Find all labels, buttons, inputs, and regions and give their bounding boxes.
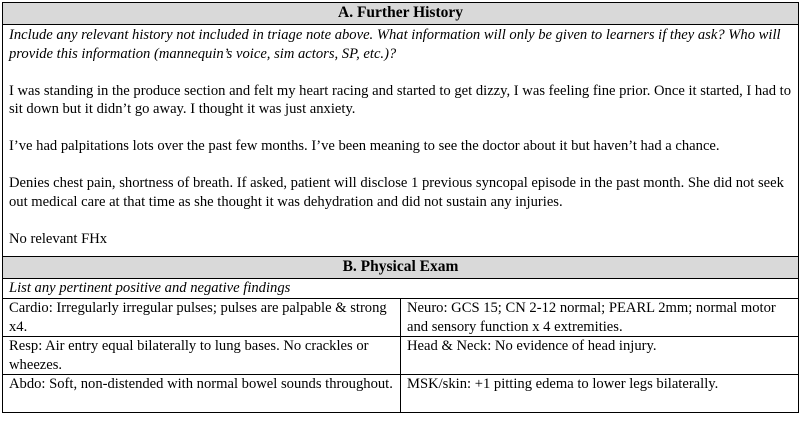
physical-exam-instruction: List any pertinent positive and negative findings [3,279,799,299]
exam-finding-msk-skin: MSK/skin: +1 pitting edema to lower legs bilaterally. [401,375,799,413]
history-exam-table [2,2,799,413]
document [2,2,798,413]
history-paragraph-3: Denies chest pain, shortness of breath. If asked, patient will disclose 1 previous syncopal episode in the past month. She did not seek out medical care at that time as she thought it was dehydration and did not sustain any injuries. [9,175,784,210]
exam-row [3,337,799,375]
further-history-cell [3,25,799,257]
physical-exam-heading: B. Physical Exam [3,257,799,279]
history-paragraph-2: I’ve had palpitations lots over the past few months. I’ve been meaning to see the doctor about it but haven’t had a chance. [9,138,720,154]
exam-finding-head-neck: Head & Neck: No evidence of head injury. [401,337,799,375]
history-paragraph-1: I was standing in the produce section and felt my heart racing and started to get dizzy, I was feeling fine prior. Once it started, I had to sit down but it didn’t go away. I thought it was just anxiety. [9,82,791,117]
exam-finding-abdo: Abdo: Soft, non-distended with normal bowel sounds throughout. [3,375,401,413]
history-paragraph-4: No relevant FHx [9,230,108,247]
further-history-heading: A. Further History [3,3,799,25]
exam-row [3,299,799,337]
exam-finding-resp: Resp: Air entry equal bilaterally to lung bases. No crackles or wheezes. [3,337,401,375]
exam-finding-neuro: Neuro: GCS 15; CN 2-12 normal; PEARL 2mm; normal motor and sensory function x 4 extremities. [401,299,799,337]
further-history-instruction: Include any relevant history not included in triage note above. What information will only be given to learners if they ask? Who will provide this information (mannequin’s voice, sim actors, SP, etc.)? [9,27,781,62]
exam-row [3,375,799,413]
exam-finding-cardio: Cardio: Irregularly irregular pulses; pulses are palpable & strong x4. [3,299,401,337]
